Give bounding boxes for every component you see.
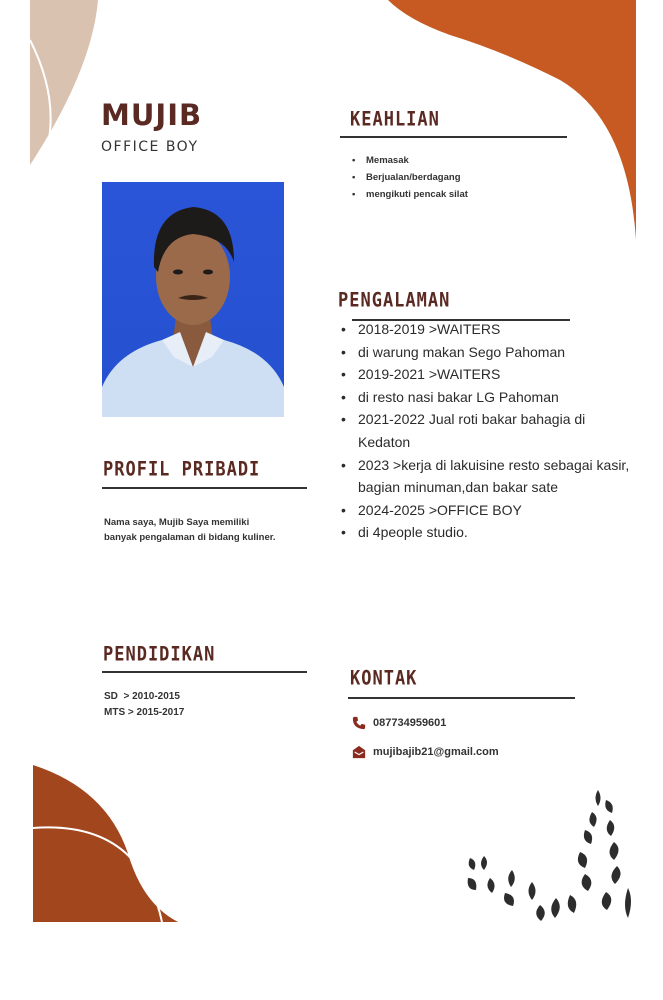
contact-heading: KONTAK	[350, 667, 418, 690]
contact-phone	[352, 716, 446, 730]
phone-number: 087734959601	[373, 717, 447, 729]
profile-photo	[102, 182, 284, 417]
profile-divider	[102, 487, 307, 489]
education-heading: PENDIDIKAN	[103, 643, 216, 666]
experience-item: • di 4people studio.	[341, 521, 641, 544]
skills-list	[352, 152, 468, 203]
job-title: OFFICE BOY	[101, 139, 199, 155]
education-divider	[102, 671, 307, 673]
experience-item: • 2024-2025 >OFFICE BOY	[341, 499, 641, 522]
experience-item: • 2019-2021 >WAITERS	[341, 363, 641, 386]
skills-divider	[340, 136, 567, 138]
education-list	[104, 689, 184, 721]
leaf-decoration	[468, 790, 631, 921]
skill-item: • Memasak	[352, 152, 468, 169]
envelope-icon	[352, 745, 366, 759]
profile-text-line2: banyak pengalaman di bidang kuliner.	[104, 532, 276, 543]
education-item: SD > 2010-2015	[104, 691, 180, 702]
profile-heading: PROFIL PRIBADI	[103, 458, 261, 481]
person-name: MUJIB	[101, 98, 203, 132]
contact-divider	[348, 697, 575, 699]
person-portrait	[102, 182, 284, 417]
skill-item: • Berjualan/berdagang	[352, 169, 468, 186]
experience-list	[341, 318, 641, 544]
experience-item: • 2023 >kerja di lakuisine resto sebagai kasir, bagian minuman,dan bakar sate	[341, 454, 641, 499]
profile-text-line1: Nama saya, Mujib Saya memiliki	[104, 517, 250, 528]
top-left-beige-shape	[30, 0, 98, 165]
experience-item: • 2021-2022 Jual roti bakar bahagia di Kedaton	[341, 408, 641, 453]
phone-icon	[352, 716, 366, 730]
education-item: MTS > 2015-2017	[104, 707, 185, 718]
experience-item: • 2018-2019 >WAITERS	[341, 318, 641, 341]
experience-heading: PENGALAMAN	[338, 289, 451, 312]
contact-email	[352, 745, 499, 759]
skills-heading: KEAHLIAN	[350, 108, 440, 131]
experience-item: • di resto nasi bakar LG Pahoman	[341, 386, 641, 409]
skill-item: • mengikuti pencak silat	[352, 186, 468, 203]
email-address: mujibajib21@gmail.com	[373, 746, 499, 758]
experience-item: • di warung makan Sego Pahoman	[341, 341, 641, 364]
